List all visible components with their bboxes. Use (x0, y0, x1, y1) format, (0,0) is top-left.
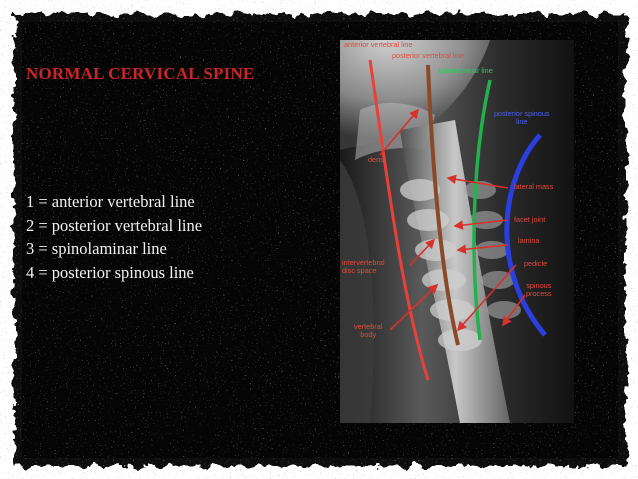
label-spinous-process: spinous process (526, 281, 552, 298)
xray-image (340, 40, 574, 423)
legend-item-4: 4 = posterior spinous line (26, 262, 194, 282)
legend-item-1: 1 = anterior vertebral line (26, 192, 195, 211)
label-anterior-vertebral-line: anterior vertebral line (344, 40, 413, 49)
label-dens: dens (368, 155, 384, 164)
label-lamina: lamina (518, 236, 540, 245)
legend-item-3: 3 = spinolaminar line (26, 239, 167, 258)
label-lateral-mass: lateral mass (514, 182, 554, 191)
slide-title: NORMAL CERVICAL SPINE (26, 64, 255, 83)
legend-item-2: 2 = posterior vertebral line (26, 215, 203, 235)
label-posterior-spinous-line: posterior spinous line (494, 109, 550, 126)
label-vertebral-body: vertebral body (354, 322, 383, 339)
label-spinolaminar-line: spinolaminar line (438, 66, 493, 75)
label-pedicle: pedicle (524, 259, 548, 268)
label-facet-joint: facet joint (514, 215, 546, 224)
label-posterior-vertebral-line: posterior vertebral line (392, 51, 465, 60)
legend-list (26, 190, 202, 284)
xray-illustration (340, 40, 574, 423)
label-intervertebral-disc-space: intervertebral disc space (342, 258, 385, 275)
